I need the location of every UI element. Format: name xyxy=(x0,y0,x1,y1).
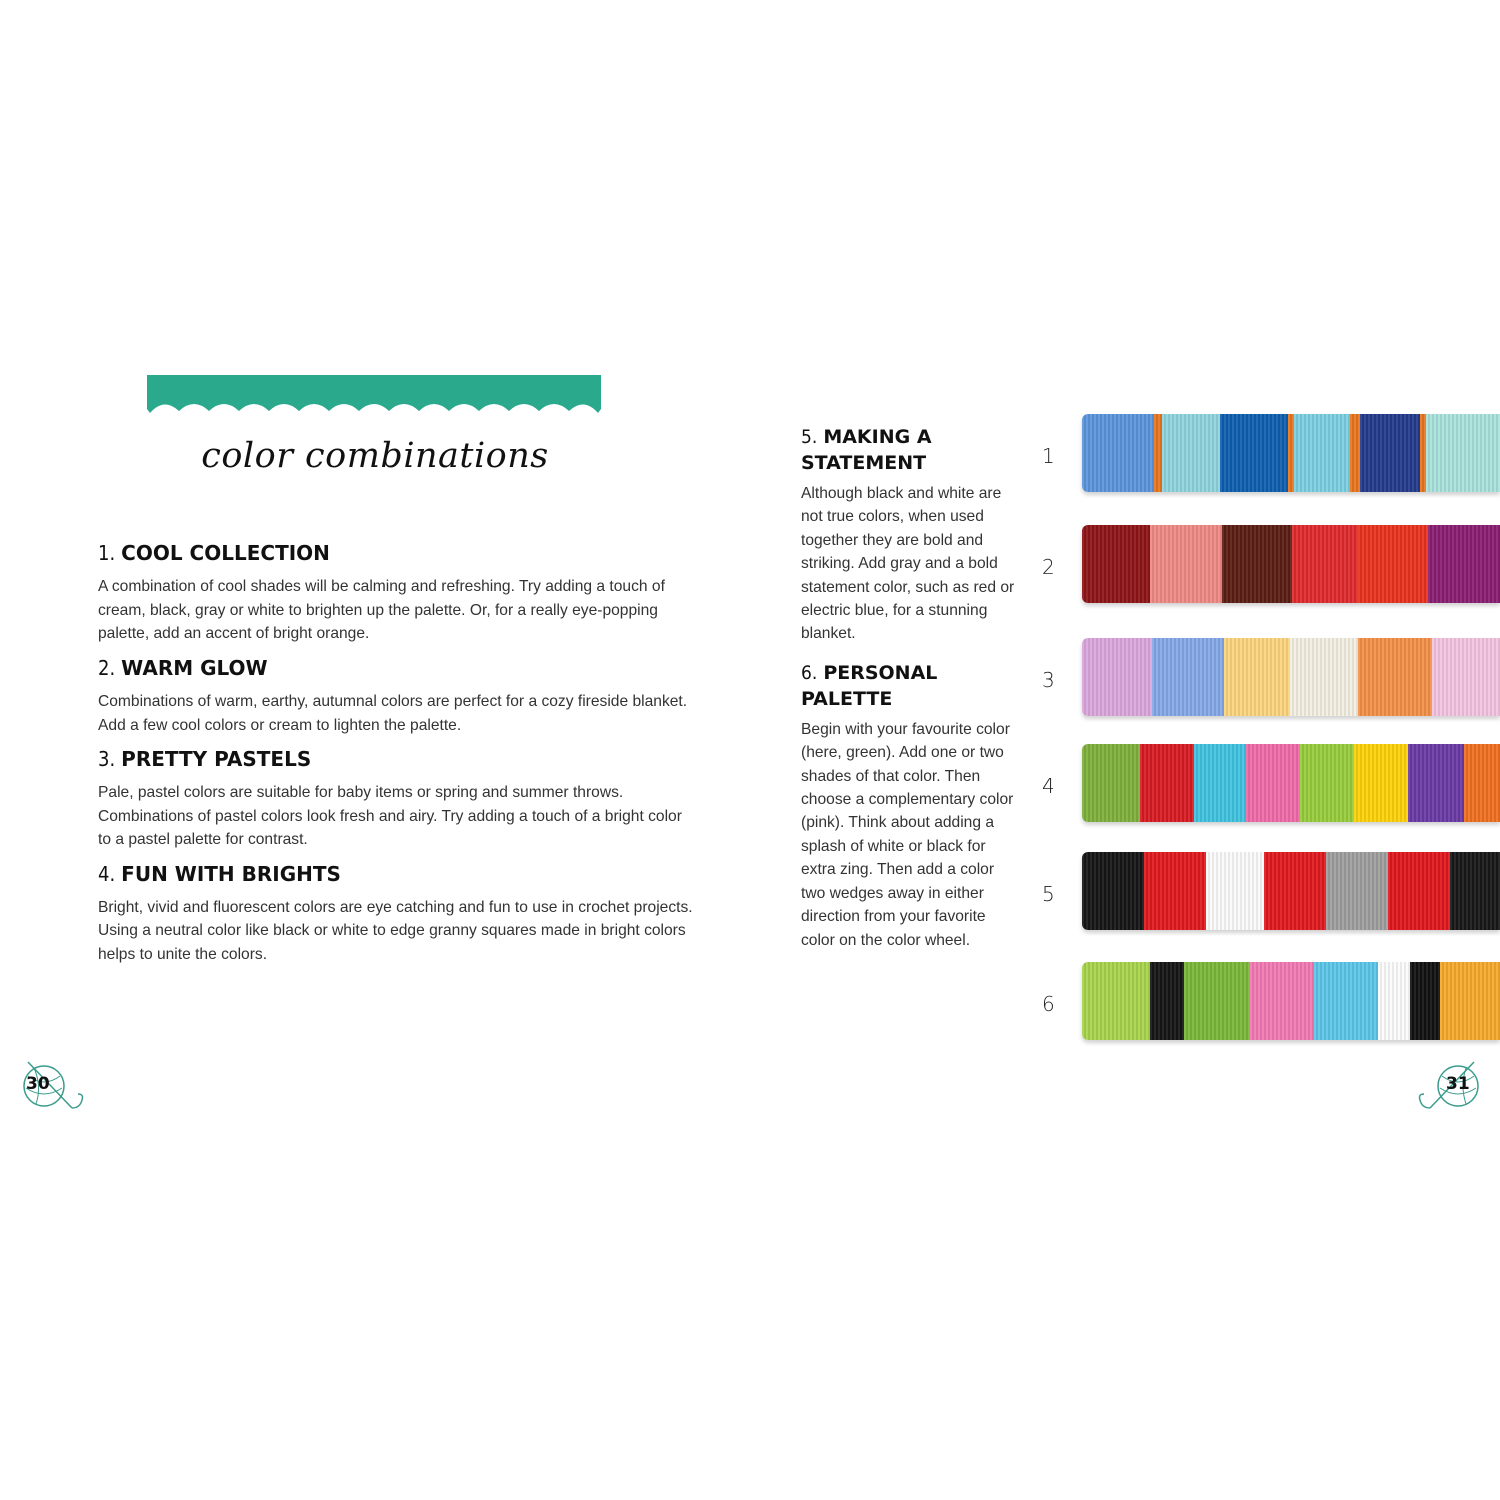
section-fun-with-brights xyxy=(98,861,698,967)
yarn-stripe xyxy=(1140,744,1194,822)
row-number-label: 5 xyxy=(1042,882,1055,906)
yarn-stripe xyxy=(1222,525,1292,603)
section-heading: 1. COOL COLLECTION xyxy=(98,541,330,565)
section-body: Combinations of warm, earthy, autumnal colors are perfect for a cozy fireside blanket. Add a few cool colors or cream to lighten the palette. xyxy=(98,693,688,734)
yarn-stripe xyxy=(1388,852,1450,930)
page-number-text: 31 xyxy=(1446,1074,1470,1094)
yarn-stripe xyxy=(1220,414,1288,492)
section-body: A combination of cool shades will be calming and refreshing. Try adding a touch of cream, black, gray or white to brighten up the palette. Or, for a really eye-popping palette, add an accent of bright orange. xyxy=(98,578,665,642)
section-heading: 2. WARM GLOW xyxy=(98,656,268,680)
yarn-stripe xyxy=(1224,638,1290,716)
yarn-stripe xyxy=(1194,744,1246,822)
yarn-stripe xyxy=(1082,638,1152,716)
section-body: Begin with your favourite color (here, green). Add one or two shades of that color. Then choose a complementary color (pink). Think about adding a splash of white or black for extra zing. Then add a color two wedges away in either direction from your favorite color on the color wheel. xyxy=(801,720,1014,949)
yarn-stripe xyxy=(1354,744,1408,822)
yarn-stripe xyxy=(1464,744,1500,822)
section-warm-glow xyxy=(98,655,698,737)
yarn-stripe xyxy=(1150,962,1184,1040)
yarn-stripe xyxy=(1440,962,1500,1040)
yarn-stripe xyxy=(1300,744,1354,822)
yarn-stripe xyxy=(1184,962,1250,1040)
yarn-stripe xyxy=(1358,638,1432,716)
yarn-stripe xyxy=(1432,638,1500,716)
yarn-sample-bar xyxy=(1082,852,1500,930)
section-pretty-pastels xyxy=(98,746,698,852)
row-number-label: 6 xyxy=(1042,992,1055,1016)
yarn-stripe xyxy=(1290,638,1358,716)
yarn-stripe xyxy=(1082,962,1150,1040)
page-number-left xyxy=(14,1058,84,1114)
yarn-stripe xyxy=(1292,525,1358,603)
page-title: color combinations xyxy=(201,436,549,476)
yarn-stripe xyxy=(1144,852,1206,930)
section-body: Bright, vivid and fluorescent colors are eye catching and fun to use in crochet projects. Using a neutral color like black or white to edge granny squares made in bright colors helps to unite the colors. xyxy=(98,898,693,963)
section-heading: 6. PERSONAL PALETTE xyxy=(801,661,938,710)
yarn-stripe xyxy=(1154,414,1162,492)
yarn-stripe xyxy=(1082,744,1140,822)
row-number-label: 4 xyxy=(1042,774,1055,798)
yarn-stripe xyxy=(1082,414,1154,492)
yarn-sample-bar xyxy=(1082,525,1500,603)
yarn-stripe xyxy=(1350,414,1360,492)
yarn-stripe xyxy=(1082,852,1144,930)
left-column xyxy=(98,540,698,975)
section-cool-collection xyxy=(98,540,698,646)
row-number-label: 1 xyxy=(1042,444,1055,468)
yarn-stripe xyxy=(1314,962,1378,1040)
yarn-stripe xyxy=(1246,744,1300,822)
yarn-stripe xyxy=(1326,852,1388,930)
yarn-stripe xyxy=(1082,525,1150,603)
row-number-label: 3 xyxy=(1042,668,1055,692)
section-personal-palette xyxy=(801,660,1021,952)
yarn-stripe xyxy=(1378,962,1410,1040)
yarn-stripe xyxy=(1294,414,1350,492)
yarn-stripe xyxy=(1358,525,1428,603)
yarn-stripe xyxy=(1360,414,1420,492)
page-number-right xyxy=(1416,1058,1486,1114)
yarn-stripe xyxy=(1250,962,1314,1040)
yarn-sample-bar xyxy=(1082,962,1500,1040)
page-number-text: 30 xyxy=(26,1074,50,1094)
yarn-sample-bar xyxy=(1082,414,1500,492)
row-number-label: 2 xyxy=(1042,555,1055,579)
yarn-stripe xyxy=(1450,852,1500,930)
yarn-stripe xyxy=(1162,414,1220,492)
yarn-stripe xyxy=(1264,852,1326,930)
section-body: Although black and white are not true colors, when used together they are bold and striking. Add gray and a bold statement color, such as red or electric blue, for a stunning blanket. xyxy=(801,485,1015,643)
yarn-stripe xyxy=(1150,525,1222,603)
yarn-stripe xyxy=(1428,525,1500,603)
section-making-a-statement xyxy=(801,424,1021,646)
middle-column xyxy=(801,424,1021,966)
yarn-stripe xyxy=(1152,638,1224,716)
yarn-stripe xyxy=(1206,852,1264,930)
section-body: Pale, pastel colors are suitable for baby items or spring and summer throws. Combinations of pastel colors look fresh and airy. Try adding a touch of a bright color to a pastel palette for contrast. xyxy=(98,784,682,848)
yarn-sample-bar xyxy=(1082,638,1500,716)
section-heading: 3. PRETTY PASTELS xyxy=(98,747,312,771)
yarn-stripe xyxy=(1408,744,1464,822)
yarn-stripe xyxy=(1410,962,1440,1040)
yarn-ball-icon xyxy=(14,1058,86,1114)
scalloped-banner xyxy=(147,375,601,417)
yarn-sample-bar xyxy=(1082,744,1500,822)
yarn-stripe xyxy=(1426,414,1500,492)
section-heading: 5. MAKING A STATEMENT xyxy=(801,426,932,474)
section-heading: 4. FUN WITH BRIGHTS xyxy=(98,861,341,886)
